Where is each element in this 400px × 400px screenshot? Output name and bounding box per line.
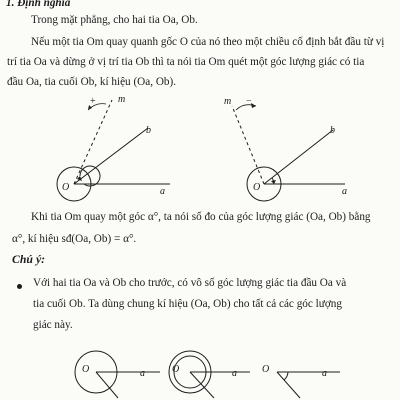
note-line-2: tia cuối Ob. Ta dùng chung kí hiệu (Oa, Ob) cho tất cả các góc lượng: [33, 298, 342, 310]
label-b: b: [330, 125, 335, 136]
label-o: O: [62, 182, 70, 193]
paragraph-line-2: Nếu một tia Om quay quanh gốc O của nó theo một chiều cố định bắt đầu từ vị: [31, 36, 385, 48]
paragraph-line-6: α°, kí hiệu sđ(Oa, Ob) = α°.: [12, 233, 137, 245]
label-o: O: [82, 364, 90, 375]
label-a: a: [140, 368, 145, 379]
label-o: O: [253, 182, 261, 193]
paragraph-line-1: Trong mặt phẳng, cho hai tia Oa, Ob.: [31, 14, 198, 26]
label-o: O: [262, 364, 270, 375]
section-heading: 1. Định nghĩa: [6, 0, 71, 9]
note-line-1: Với hai tia Oa và Ob cho trước, có vô số góc lượng giác tia đầu Oa và: [33, 277, 347, 289]
label-plus: +: [90, 96, 96, 107]
label-a: a: [232, 368, 237, 379]
label-b: b: [146, 125, 151, 136]
note-line-3: giác này.: [33, 319, 73, 331]
paragraph-line-4: đầu Oa, tia cuối Ob, kí hiệu (Oa, Ob).: [7, 76, 177, 88]
label-m: m: [224, 96, 232, 107]
label-a: a: [322, 368, 327, 379]
paragraph-line-3: trí tia Oa và dừng ở vị trí tia Ob thì ta nói tia Om quét một góc lượng giác có tia: [7, 56, 365, 68]
label-a: a: [342, 186, 347, 197]
paragraph-line-5: Khi tia Om quay một góc α°, ta nói số đo của góc lượng giác (Oa, Ob) bằng: [31, 211, 371, 223]
label-a: a: [160, 186, 165, 197]
label-o: O: [172, 364, 180, 375]
note-title: Chú ý:: [12, 252, 46, 266]
label-minus: −: [246, 96, 252, 107]
label-m: m: [118, 94, 126, 105]
